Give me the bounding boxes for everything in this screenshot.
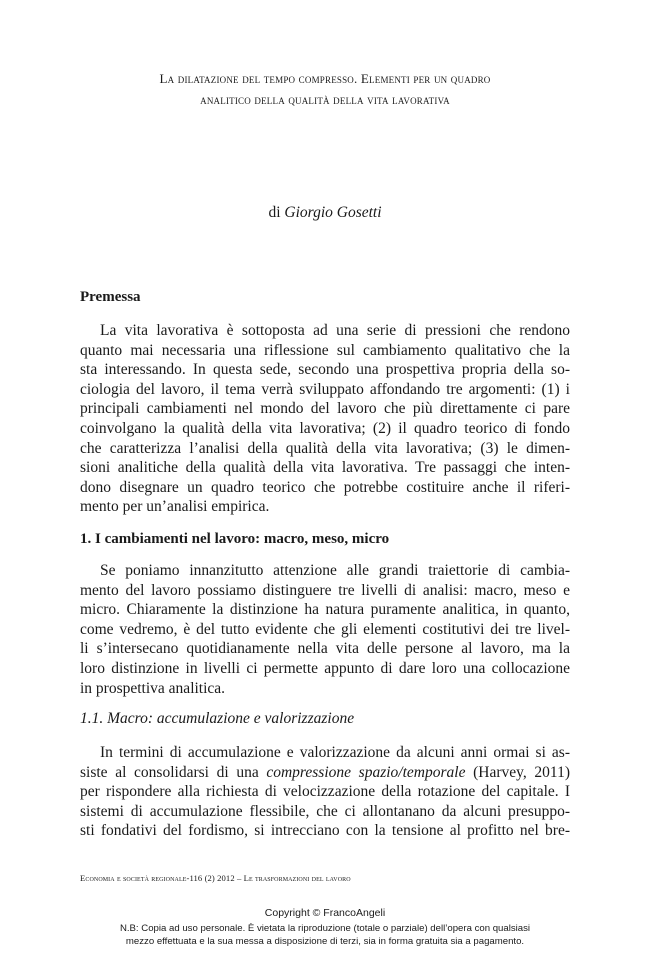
text-line: sta interessando. In questa sede, secondo una prospettiva propria della so-	[80, 361, 570, 379]
heading-premessa: Premessa	[80, 289, 141, 305]
author-line	[0, 204, 650, 222]
text-line: li s’intersecano quotidianamente nella vita delle persone al lavoro, ma la	[80, 640, 570, 658]
title-line-1: La dilatazione del tempo compresso. Elementi per un quadro	[159, 71, 491, 86]
paragraph-section-1-1	[80, 743, 570, 841]
usage-notice-line-2: mezzo effettuata e la sua messa a disposizione di terzi, sia in forma gratuita sia a pagamento.	[125, 936, 525, 947]
author-prefix: di	[268, 204, 281, 221]
heading-section-1-1: 1.1. Macro: accumulazione e valorizzazione	[80, 710, 355, 727]
text-line: sti fondativi del fordismo, si intrecciano con la tensione al profitto nel bre-	[80, 822, 570, 840]
text-line: La vita lavorativa è sottoposta ad una serie di pressioni che rendono	[100, 322, 570, 339]
text-line: mento del lavoro possiamo distinguere tre livelli di analisi: macro, meso e	[80, 581, 570, 599]
usage-notice	[0, 922, 650, 948]
text-segment: siste al consolidarsi di una	[80, 763, 267, 781]
journal-footer: Economia e società regionale-116 (2) 2012 – Le trasformazioni del lavoro	[80, 873, 351, 883]
text-line: Se poniamo innanzitutto attenzione alle grandi traiettorie di cambia-	[100, 562, 570, 579]
text-line: sioni analitiche della qualità della vita lavorativa. Tre passaggi che inten-	[80, 459, 570, 477]
usage-notice-line-1: N.B: Copia ad uso personale. È vietata la riproduzione (totale o parziale) dell’opera con qualsiasi	[119, 923, 531, 934]
text-line: micro. Chiaramente la distinzione ha natura puramente analitica, in quanto,	[80, 601, 570, 619]
heading-section-1: 1. I cambiamenti nel lavoro: macro, meso, micro	[80, 531, 390, 547]
text-line: che caratterizza l’analisi della qualità della vita lavorativa; (3) le dimen-	[80, 439, 570, 457]
text-line: dono disegnare un quadro teorico che potrebbe costituire anche il riferi-	[80, 478, 570, 496]
text-line: loro distinzione in livelli ci permette appunto di dare loro una collocazione	[80, 659, 570, 677]
text-line: come vedremo, è del tutto evidente che gli elementi costitutivi dei tre livel-	[80, 620, 570, 638]
text-line: In termini di accumulazione e valorizzazione da alcuni anni ormai si as-	[100, 744, 570, 761]
text-line	[80, 763, 570, 783]
text-line: quanto mai necessaria una riflessione sul cambiamento qualitativo che la	[80, 341, 570, 359]
text-line: principali cambiamenti nel mondo del lavoro che più direttamente ci pare	[80, 400, 570, 418]
text-line: in prospettiva analitica.	[80, 679, 226, 697]
paragraph-section-1	[80, 561, 570, 698]
paragraph-premessa	[80, 321, 570, 517]
emphasis-text: compressione spazio/temporale	[266, 763, 466, 781]
author-name: Giorgio Gosetti	[284, 204, 382, 221]
text-line: per rispondere alla richiesta di velocizzazione della rotazione del capitale. I	[80, 783, 570, 801]
text-line: mento per un’analisi empirica.	[80, 498, 270, 516]
text-segment: (Harvey, 2011)	[465, 763, 570, 781]
text-line: sistemi di accumulazione flessibile, che ci allontanano da alcuni presuppo-	[80, 802, 570, 820]
paper-title	[80, 68, 570, 110]
copyright-notice: Copyright © FrancoAngeli	[264, 907, 386, 919]
text-line: coinvolgano la qualità della vita lavorativa; (2) il quadro teorico di fondo	[80, 419, 570, 437]
title-line-2: analitico della qualità della vita lavorativa	[200, 92, 450, 107]
text-line: ciologia del lavoro, il tema verrà sviluppato affondando tre argomenti: (1) i	[80, 380, 570, 398]
